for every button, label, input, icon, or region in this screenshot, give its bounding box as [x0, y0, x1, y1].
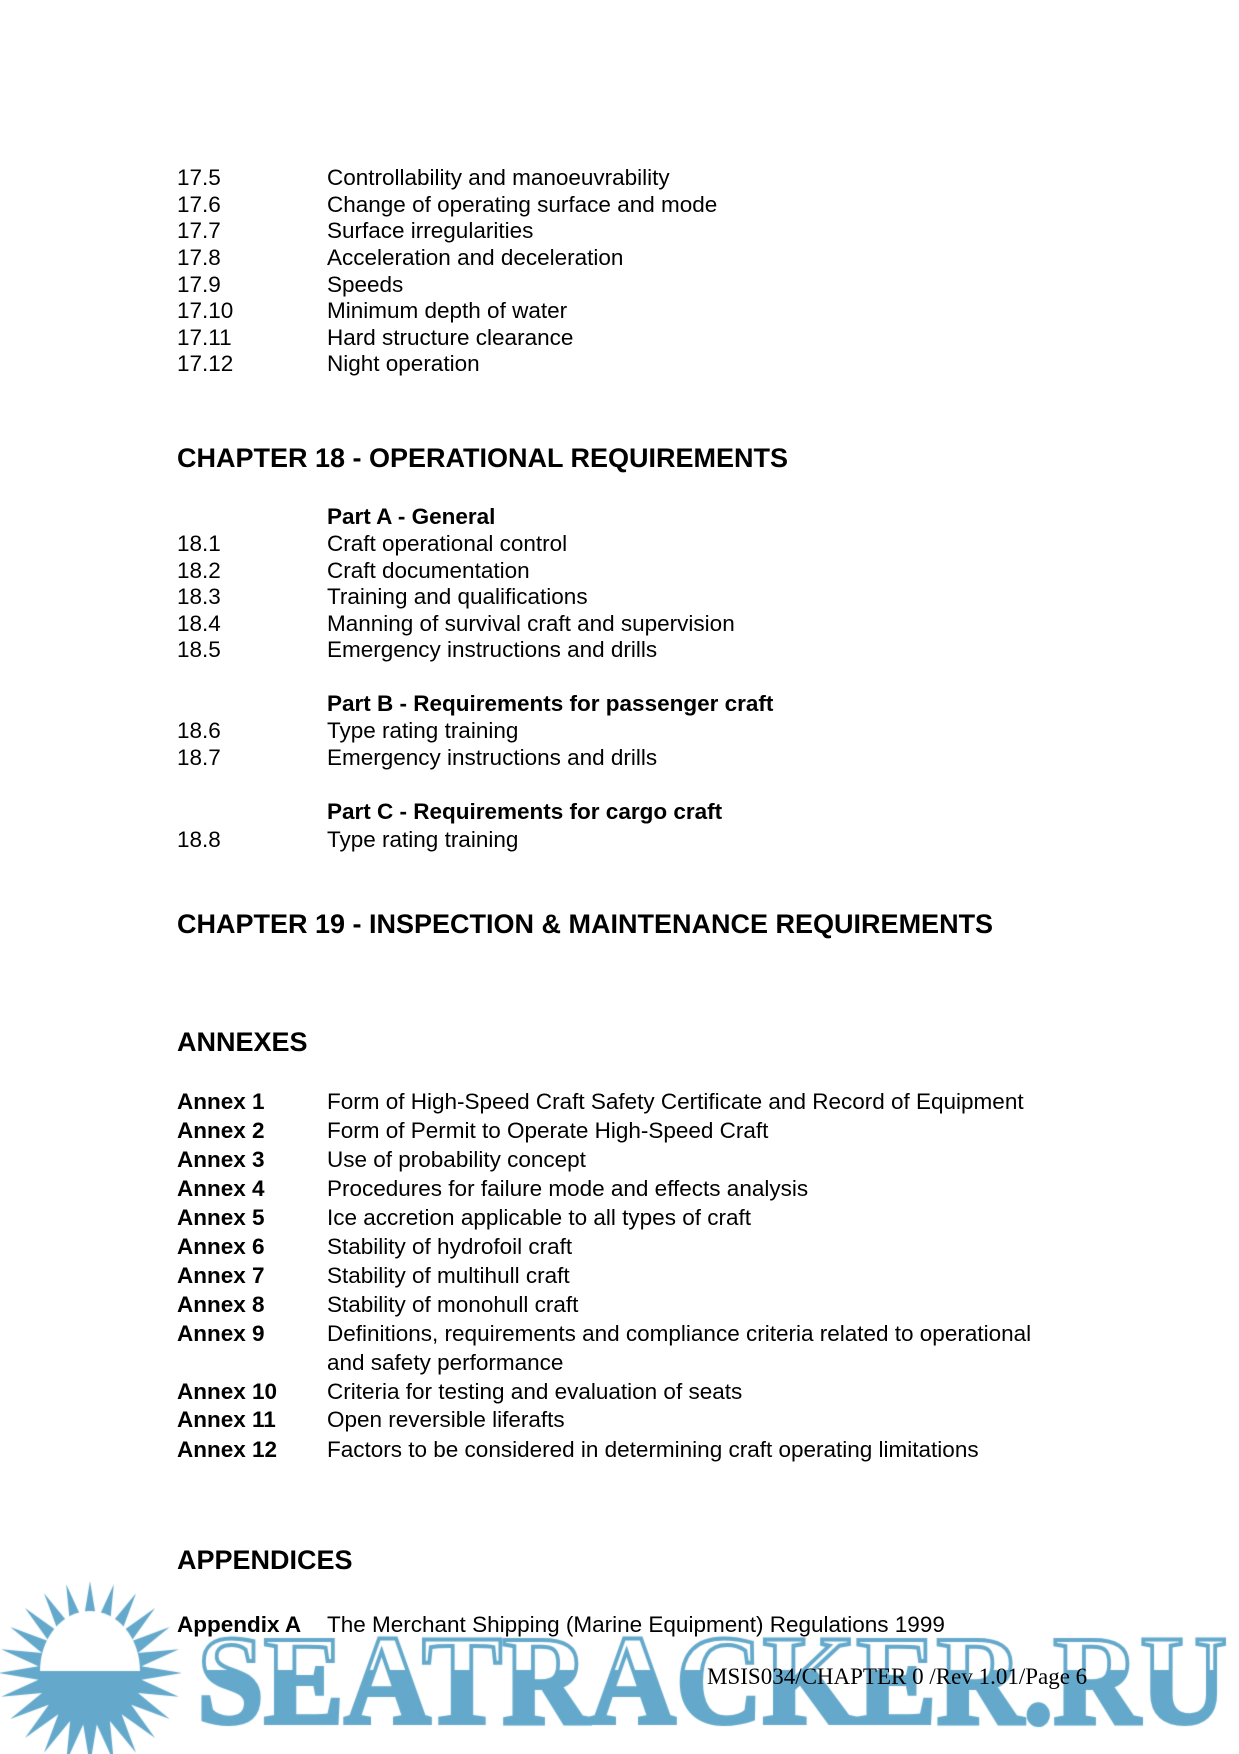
- annex-entry-number: Annex 3: [177, 1147, 265, 1172]
- appendix-entry-number: Appendix A: [177, 1612, 302, 1637]
- toc-entry-number: 18.4: [177, 611, 221, 636]
- toc-entry-number: 18.6: [177, 718, 221, 743]
- part-heading: Part A - General: [327, 504, 496, 529]
- annex-entry-number: Annex 5: [177, 1205, 265, 1230]
- toc-entry-title: Hard structure clearance: [327, 325, 574, 350]
- annex-entry-number: Annex 8: [177, 1292, 265, 1317]
- annex-entry-title: Form of Permit to Operate High-Speed Craft: [327, 1118, 769, 1143]
- toc-entry-title: Speeds: [327, 272, 404, 297]
- page-footer: MSIS034/CHAPTER 0 /Rev 1.01/Page 6: [707, 1664, 1088, 1689]
- toc-entry-number: 18.3: [177, 584, 221, 609]
- part-heading: Part C - Requirements for cargo craft: [327, 799, 723, 824]
- chapter-heading: CHAPTER 18 - OPERATIONAL REQUIREMENTS: [177, 443, 789, 473]
- toc-entry-number: 17.10: [177, 298, 234, 323]
- annex-entry-number: Annex 12: [177, 1437, 278, 1462]
- toc-entry-number: 18.8: [177, 827, 221, 852]
- toc-entry-number: 18.5: [177, 637, 221, 662]
- toc-entry-title: Craft documentation: [327, 558, 530, 583]
- annex-entry-number: Annex 4: [177, 1176, 265, 1201]
- appendix-entry-title: The Merchant Shipping (Marine Equipment) Regulations 1999: [327, 1612, 945, 1637]
- toc-entry-title: Controllability and manoeuvrability: [327, 165, 670, 190]
- section-heading: ANNEXES: [177, 1027, 308, 1057]
- toc-entry-number: 18.2: [177, 558, 221, 583]
- annex-entry-number: Annex 11: [177, 1407, 276, 1432]
- annex-entry-number: Annex 10: [177, 1379, 278, 1404]
- part-heading: Part B - Requirements for passenger craft: [327, 691, 774, 716]
- toc-entry-title: Type rating training: [327, 718, 519, 743]
- toc-entry-number: 17.5: [177, 165, 221, 190]
- annex-entry-number: Annex 9: [177, 1321, 265, 1346]
- annex-entry-title: Form of High-Speed Craft Safety Certificate and Record of Equipment: [327, 1089, 1024, 1114]
- toc-entry-title: Emergency instructions and drills: [327, 637, 658, 662]
- annex-entry-title: Procedures for failure mode and effects analysis: [327, 1176, 809, 1201]
- toc-entry-title: Type rating training: [327, 827, 519, 852]
- toc-entry-title: Manning of survival craft and supervision: [327, 611, 735, 636]
- chapter-heading: CHAPTER 19 - INSPECTION & MAINTENANCE REQUIREMENTS: [177, 909, 994, 939]
- toc-entry-number: 17.12: [177, 351, 234, 376]
- section-heading: APPENDICES: [177, 1545, 353, 1575]
- annex-entry-title: Stability of multihull craft: [327, 1263, 570, 1288]
- toc-entry-number: 18.1: [177, 531, 221, 556]
- toc-entry-title: Minimum depth of water: [327, 298, 568, 323]
- toc-entry-number: 17.8: [177, 245, 221, 270]
- annex-entry-number: Annex 1: [177, 1089, 265, 1114]
- annex-entry-title: Stability of monohull craft: [327, 1292, 579, 1317]
- annex-entry-title: Criteria for testing and evaluation of seats: [327, 1379, 743, 1404]
- annex-entry-number: Annex 6: [177, 1234, 265, 1259]
- toc-entry-number: 17.11: [177, 325, 232, 350]
- toc-entry-title: Training and qualifications: [327, 584, 588, 609]
- annex-entry-number: Annex 2: [177, 1118, 265, 1143]
- toc-entry-title: Emergency instructions and drills: [327, 745, 658, 770]
- annex-entry-number: Annex 7: [177, 1263, 265, 1288]
- toc-entry-title: Acceleration and deceleration: [327, 245, 624, 270]
- toc-entry-number: 17.7: [177, 218, 221, 243]
- annex-entry-title: Ice accretion applicable to all types of craft: [327, 1205, 751, 1230]
- annex-entry-title-continued: and safety performance: [327, 1350, 564, 1375]
- toc-entry-title: Night operation: [327, 351, 480, 376]
- toc-entry-number: 18.7: [177, 745, 221, 770]
- toc-entry-title: Surface irregularities: [327, 218, 534, 243]
- annex-entry-title: Definitions, requirements and compliance criteria related to operational: [327, 1321, 1032, 1346]
- toc-entry-title: Craft operational control: [327, 531, 568, 556]
- annex-entry-title: Stability of hydrofoil craft: [327, 1234, 573, 1259]
- annex-entry-title: Use of probability concept: [327, 1147, 586, 1172]
- annex-entry-title: Factors to be considered in determining craft operating limitations: [327, 1437, 979, 1462]
- toc-entry-title: Change of operating surface and mode: [327, 192, 718, 217]
- toc-entry-number: 17.9: [177, 272, 221, 297]
- annex-entry-title: Open reversible liferafts: [327, 1407, 565, 1432]
- toc-entry-number: 17.6: [177, 192, 221, 217]
